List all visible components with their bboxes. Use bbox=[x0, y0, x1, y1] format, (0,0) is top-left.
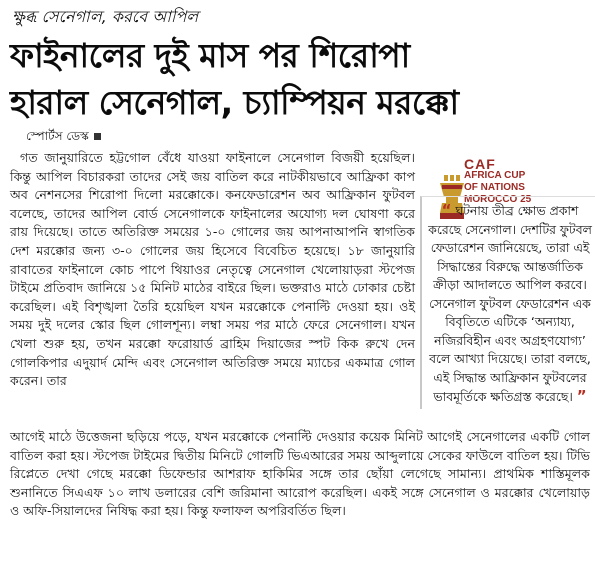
pull-quote-text: ঘটনায় তীব্র ক্ষোভ প্রকাশ করেছে সেনেগাল। দেশটির ফুটবল ফেডারেশন জানিয়েছে, তারা এই সিদ্ধান্তের বিরুদ্ধে আন্তর্জাতিক ক্রীড়া আদালতে আপিল করবে। সেনেগাল ফুটবল ফেডারেশন এক বিবৃতিতে এটিকে ‘অন্যায্য, নজিরবিহীন এবং অগ্রহণযোগ্য’ বলে আখ্যা দিয়েছে। তারা বলছে, এই সিদ্ধান্ত আফ্রিকান ফুটবলের ভাবমূর্তিকে ক্ষতিগ্রস্ত করেছে। bbox=[428, 203, 592, 404]
logo-line-1: AFRICA CUP bbox=[464, 170, 526, 181]
pull-quote bbox=[420, 196, 595, 409]
desk-label: স্পোর্টস ডেস্ক bbox=[26, 129, 89, 143]
kicker: ক্ষুব্ধ সেনেগাল, করবে আপিল bbox=[12, 7, 199, 26]
logo-line-2: OF NATIONS bbox=[464, 182, 525, 193]
headline bbox=[10, 32, 590, 126]
article-column bbox=[10, 149, 415, 391]
article-paragraph-full: আগেই মাঠে উত্তেজনা ছড়িয়ে পড়ে, যখন মরক্কোকে পেনাল্টি দেওয়ার কয়েক মিনিট আগেই সেনেগালের একটি গোল বাতিল করা হয়। স্টপেজ টাইমের দ্বিতীয় মিনিটে গোলটি ভিএআরের সময় আব্দুলায়ে সেকের ফাউলে বাতিল হয়। টিভি রিপ্লেতে দেখা গেছে মরক্কো ডিফেন্ডার আশরাফ হাকিমির সঙ্গে তার ছোঁয়া লেগেছে সামান্য। প্রাথমিক শাস্তিমূলক শুনানিতে সিএএফ ১০ লাখ ডলারের বেশি জরিমানা আরোপ করেছিল। একই সঙ্গে সেনেগাল ও মরক্কোর খেলোয়াড় ও অফি-সিয়ালদের নিষিদ্ধ করা হয়। কিন্তু ফলাফল অপরিবর্তিত ছিল। bbox=[10, 429, 590, 519]
article-paragraph: গত জানুয়ারিতে হট্টগোল বেঁধে যাওয়া ফাইনালে সেনেগাল বিজয়ী হয়েছিল। কিন্তু আপিল বিচারকরা তাদের সেই জয় বাতিল করে নাটকীয়ভাবে আফ্রিকা কাপ অব নেশনসের শিরোপা দিলো মরক্কোকে। কনফেডারেশন অব আফ্রিকান ফুটবল বলেছে, তাদের আপিল বোর্ড সেনেগালকে ফাইনালের অযোগ্য দল ঘোষণা করে রায় দিয়েছে। তাতে অতিরিক্ত সময়ের ১-০ গোলের জয় আপনাআপনি স্বাগতিক দেশ মরক্কোর জন্য ৩-০ গোলের জয় হিসেবে বিবেচিত হয়েছে। ১৮ জানুয়ারি রাবাতের ফাইনালে কোচ পাপে থিয়াওর নেতৃত্বে সেনেগাল খেলোয়াড়রা স্টপেজ টাইমে প্রতিবাদ জানিয়ে ১৫ মিনিট মাঠের বাইরে ছিল। ভক্তরাও মাঠে ঢোকার চেষ্টা করেছিল। এই বিশৃঙ্খলা তৈরি হয়েছিল যখন মরক্কোকে পেনাল্টি দেওয়া হয়। ওই সময় দুই দলের স্কোর ছিল গোলশূন্য। লম্বা সময় পর মাঠে ফেরে সেনেগাল। যখন খেলা শুরু হয়, তখন মরক্কো ফরোয়ার্ড ব্রাহিম দিয়াজের স্পট কিক রুখে দেন গোলকিপার এদুয়ার্দ মেন্দি এবং সেনেগাল অতিরিক্ত সময়ে ম্যাচের একমাত্র গোল করেন। তার bbox=[10, 150, 415, 389]
byline bbox=[26, 128, 101, 148]
quote-close-icon: ” bbox=[576, 387, 587, 405]
square-icon bbox=[94, 133, 101, 140]
headline-line-2: হারাল সেনেগাল, চ্যাম্পিয়ন মরক্কো bbox=[10, 83, 459, 122]
article-full-width bbox=[10, 428, 590, 521]
logo-caf: CAF bbox=[464, 156, 496, 172]
quote-open-icon: “ bbox=[441, 201, 452, 219]
headline-line-1: ফাইনালের দুই মাস পর শিরোপা bbox=[10, 36, 410, 75]
logo-line-3: MOROCCO 25 bbox=[464, 194, 532, 205]
